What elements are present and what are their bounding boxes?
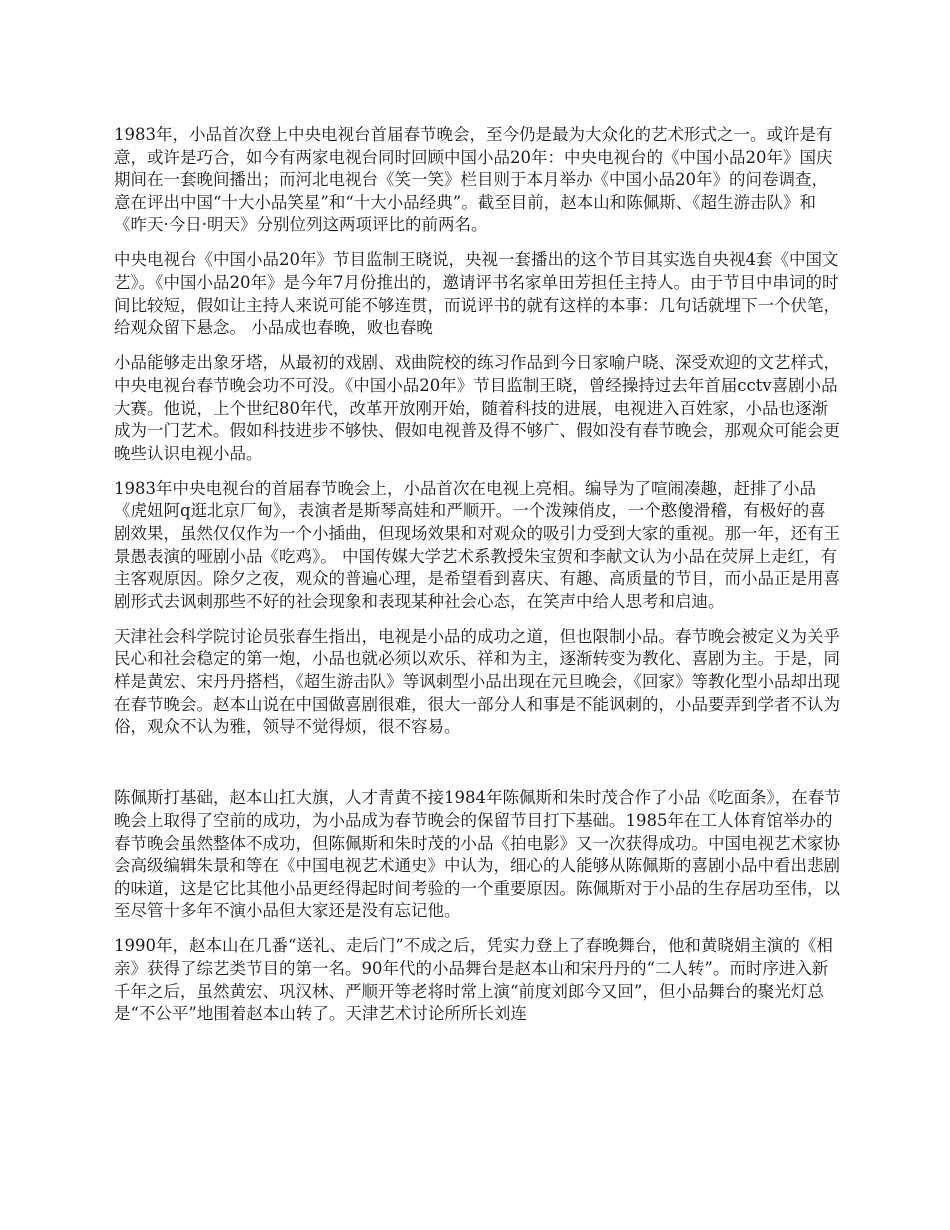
section-gap [114, 751, 841, 787]
paragraph-1: 1983年，小品首次登上中央电视台首届春节晚会，至今仍是最为大众化的艺术形式之一。或许是有意，或许是巧合，如今有两家电视台同时回顾中国小品20年：中央电视台的《中国小品20年》国庆期间在一套晚间播出；而河北电视台《笑一笑》栏目则于本月举办《中国小品20年》的问卷调查，意在评出中国“十大小品笑星”和“十大小品经典”。截至目前，赵本山和陈佩斯、《超生游击队》和《昨天·今日·明天》分别位列这两项评比的前两名。 [114, 125, 833, 235]
document-body [114, 124, 841, 1038]
paragraph-7: 1990年，赵本山在几番“送礼、走后门”不成之后，凭实力登上了春晚舞台，他和黄晓娟主演的《相亲》获得了综艺类节目的第一名。90年代的小品舞台是赵本山和宋丹丹的“二人转”。而时序进入新千年之后，虽然黄宏、巩汉林、严顺开等老将时常上演“前度刘郎今又回”，但小品舞台的聚光灯总是“不公平”地围着赵本山转了。天津艺术讨论所所长刘连 [114, 936, 833, 1024]
paragraph-6: 陈佩斯打基础，赵本山扛大旗，人才青黄不接1984年陈佩斯和朱时茂合作了小品《吃面条》，在春节晚会上取得了空前的成功，为小品成为春节晚会的保留节目打下基础。1985年在工人体育馆举办的春节晚会虽然整体不成功，但陈佩斯和朱时茂的小品《拍电影》又一次获得成功。中国电视艺术家协会高级编辑朱景和等在《中国电视艺术通史》中认为，细心的人能够从陈佩斯的喜剧小品中看出悲剧的味道，这是它比其他小品更经得起时间考验的一个重要原因。陈佩斯对于小品的生存居功至伟，以至尽管十多年不演小品但大家还是没有忘记他。 [114, 788, 841, 921]
paragraph-2: 中央电视台《中国小品20年》节目监制王晓说，央视一套播出的这个节目其实选自央视4套《中国文艺》。《中国小品20年》是今年7月份推出的，邀请评书名家单田芳担任主持人。由于节目中串词的时间比较短，假如让主持人来说可能不够连贯，而说评书的就有这样的本事：几句话就埋下一个伏笔，给观众留下悬念。 小品成也春晚，败也春晚 [114, 250, 840, 338]
paragraph-5: 天津社会科学院讨论员张春生指出，电视是小品的成功之道，但也限制小品。春节晚会被定义为关乎民心和社会稳定的第一炮，小品也就必须以欢乐、祥和为主，逐渐转变为教化、喜剧为主。于是，同样是黄宏、宋丹丹搭档，《超生游击队》等讽刺型小品出现在元旦晚会，《回家》等教化型小品却出现在春节晚会。赵本山说在中国做喜剧很难，很大一部分人和事是不能讽刺的，小品要弄到学者不认为俗，观众不认为雅，领导不觉得烦，很不容易。 [114, 626, 840, 737]
paragraph-4: 1983年中央电视台的首届春节晚会上，小品首次在电视上亮相。编导为了喧闹凑趣，赶排了小品《虎妞阿q逛北京厂甸》，表演者是斯琴高娃和严顺开。一个泼辣俏皮，一个憨傻滑稽，有极好的喜剧效果，虽然仅仅作为一个小插曲，但现场效果和对观众的吸引力受到大家的重视。那一年，还有王景愚表演的哑剧小品《吃鸡》。 中国传媒大学艺术系教授朱宝贺和李献文认为小品在荧屏上走红，有主客观原因。除夕之夜，观众的普遍心理，是希望看到喜庆、有趣、高质量的节目，而小品正是用喜剧形式去讽刺那些不好的社会现象和表现某种社会心态，在笑声中给人思考和启迪。 [114, 478, 840, 611]
paragraph-3: 小品能够走出象牙塔，从最初的戏剧、戏曲院校的练习作品到今日家喻户晓、深受欢迎的文艺样式，中央电视台春节晚会功不可没。《中国小品20年》节目监制王晓，曾经操持过去年首届cctv喜剧小品大赛。他说，上个世纪80年代，改革开放刚开始，随着科技的进展，电视进入百姓家，小品也逐渐成为一门艺术。假如科技进步不够快、假如电视普及得不够广、假如没有春节晚会，那观众可能会更晚些认识电视小品。 [114, 353, 840, 463]
